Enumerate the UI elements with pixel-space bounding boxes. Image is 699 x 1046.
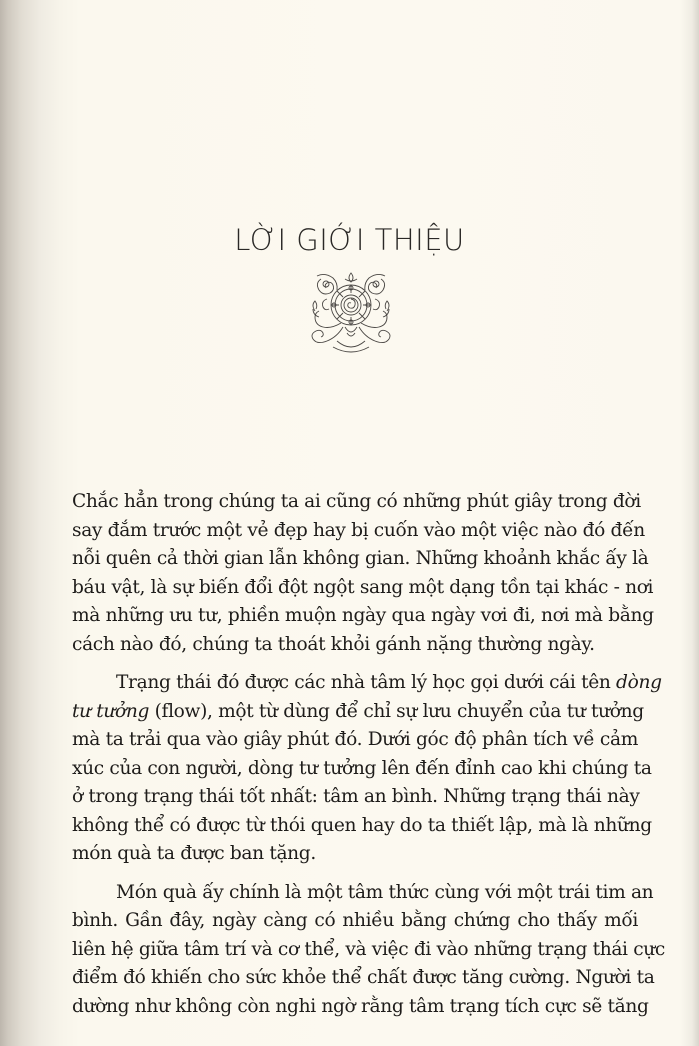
paragraph-1 xyxy=(72,488,654,659)
text-run: Trạng thái đó được các nhà tâm lý học gọi dưới cái tên xyxy=(116,672,617,693)
text-line: xúc của con người, dòng tư tưởng lên đến đỉnh cao khi chúng ta xyxy=(72,757,652,779)
text-line: cách nào đó, chúng ta thoát khỏi gánh nặng thường ngày. xyxy=(72,633,595,655)
paragraph-3 xyxy=(72,879,665,1022)
body-text xyxy=(72,488,665,1031)
text-line: say đắm trước một vẻ đẹp hay bị cuốn vào một việc nào đó đến xyxy=(72,519,645,541)
text-line: mà ta trải qua vào giây phút đó. Dưới góc độ phân tích về cảm xyxy=(72,729,638,750)
knot-ornament-icon xyxy=(307,271,395,353)
chapter-title: LỜI GIỚI THIỆU xyxy=(234,223,465,257)
text-line: không thể có được từ thói quen hay do ta thiết lập, mà là những xyxy=(72,814,652,836)
text-line: dường như không còn nghi ngờ rằng tâm trạng tích cực sẽ tăng xyxy=(72,995,649,1017)
text-line: nỗi quên cả thời gian lẫn không gian. Những khoảnh khắc ấy là xyxy=(72,548,649,569)
text-line: báu vật, là sự biến đổi đột ngột sang một dạng tồn tại khác - nơi xyxy=(72,576,654,598)
text-line: liên hệ giữa tâm trí và cơ thể, và việc đi vào những trạng thái cực xyxy=(72,938,665,960)
text-line: Món quà ấy chính là một tâm thức cùng với một trái tim an xyxy=(116,881,654,903)
text-line: ở trong trạng thái tốt nhất: tâm an bình. Những trạng thái này xyxy=(72,786,640,807)
text-line: Chắc hẳn trong chúng ta ai cũng có những phút giây trong đời xyxy=(72,491,641,512)
text-run: (flow), một từ dùng để chỉ sự lưu chuyển của tư tưởng xyxy=(149,700,644,722)
text-line xyxy=(72,698,644,727)
paragraph-2 xyxy=(72,669,662,869)
text-line: điểm đó khiến cho sức khỏe thể chất được tăng cường. Người ta xyxy=(72,967,655,988)
text-line: mà những ưu tư, phiền muộn ngày qua ngày vơi đi, nơi mà bằng xyxy=(72,605,654,626)
text-line: món quà ta được ban tặng. xyxy=(72,843,316,864)
text-line: bình. Gần đây, ngày càng có nhiều bằng chứng cho thấy mối xyxy=(72,910,638,931)
italic-term: tư tưởng xyxy=(72,700,150,722)
text-line xyxy=(72,669,662,698)
italic-term: dòng xyxy=(616,672,662,693)
